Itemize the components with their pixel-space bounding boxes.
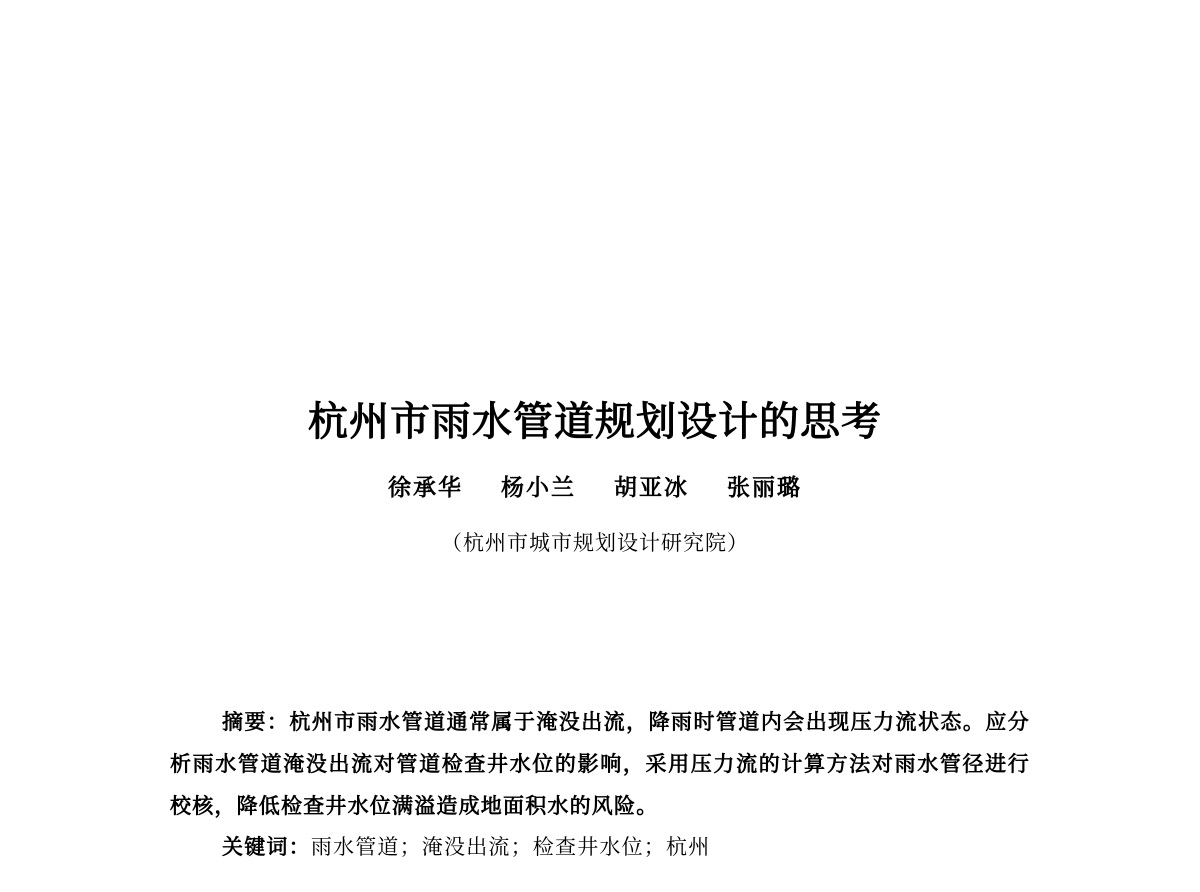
- author-name: 胡亚冰: [614, 474, 689, 501]
- author-list: [0, 470, 1190, 506]
- author-affiliation: （杭州市城市规划设计研究院）: [441, 531, 749, 555]
- author-name: 张丽璐: [727, 474, 803, 501]
- keywords-paragraph: [222, 826, 1022, 868]
- abstract-text: 杭州市雨水管道通常属于淹没出流，降雨时管道内会出现压力流状态。应分析雨水管道淹没出流对管道检查井水位的影响，采用压力流的计算方法对雨水管径进行校核，降低检查井水位满溢造成地面积水的风险。: [170, 709, 1030, 818]
- keywords-label: 关键词：: [222, 834, 311, 859]
- author-name: 徐承华: [387, 474, 463, 501]
- abstract-label: 摘要：: [222, 709, 290, 734]
- keywords-text: 雨水管道；淹没出流；检查井水位；杭州: [310, 835, 711, 859]
- abstract-paragraph: [170, 701, 1030, 827]
- paper-title: 杭州市雨水管道规划设计的思考: [308, 398, 882, 445]
- author-name: 杨小兰: [500, 474, 576, 501]
